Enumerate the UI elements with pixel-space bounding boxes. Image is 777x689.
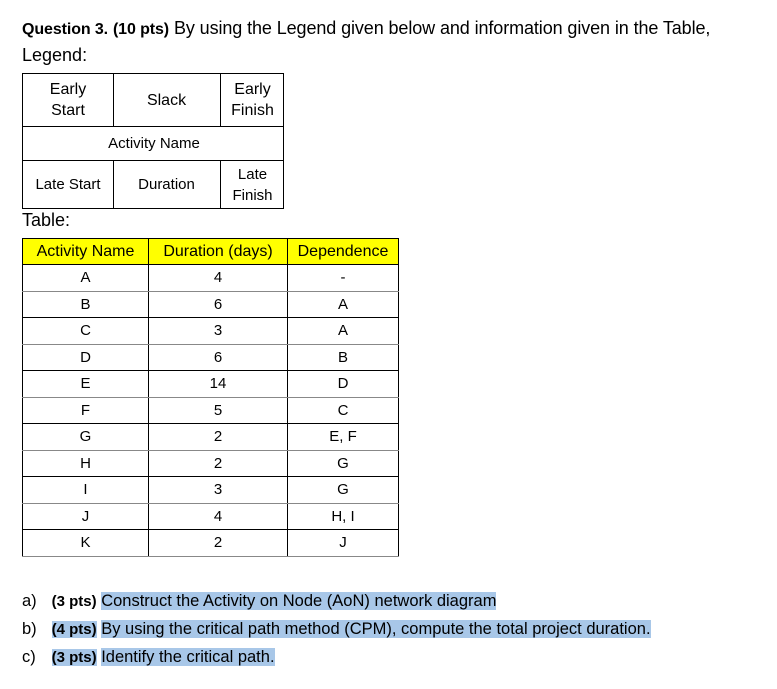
part-c-label: c): [22, 648, 36, 666]
header-activity-name: Activity Name: [23, 239, 149, 265]
question-points: (10 pts): [112, 21, 170, 38]
cell-duration: 4: [149, 503, 288, 530]
part-c-points: (3 pts): [51, 649, 97, 666]
table-row: [23, 477, 399, 504]
part-b-text: By using the critical path method (CPM), compute the total project duration.: [101, 620, 651, 638]
cell-dependence: A: [288, 291, 399, 318]
cell-dependence: -: [288, 265, 399, 292]
cell-dependence: H, I: [288, 503, 399, 530]
cell-duration: 2: [149, 530, 288, 557]
cell-dependence: J: [288, 530, 399, 557]
part-a: [22, 592, 496, 611]
table-row: [23, 291, 399, 318]
legend-duration: Duration: [138, 176, 195, 193]
header-dependence: Dependence: [288, 239, 399, 265]
cell-dependence: C: [288, 397, 399, 424]
legend-slack: Slack: [146, 91, 187, 109]
cell-duration: 3: [149, 318, 288, 345]
question-text: By using the Legend given below and information given in the Table,: [173, 18, 711, 38]
cell-duration: 3: [149, 477, 288, 504]
table-label: Table:: [22, 210, 71, 230]
table-row: [23, 371, 399, 398]
part-b: [22, 620, 651, 639]
table-row: [23, 503, 399, 530]
part-a-text: Construct the Activity on Node (AoN) network diagram: [101, 592, 497, 610]
cell-activity: H: [23, 450, 149, 477]
part-a-label: a): [22, 592, 37, 610]
legend-late-finish: Late Finish: [232, 165, 273, 204]
cell-dependence: A: [288, 318, 399, 345]
part-c: [22, 648, 275, 667]
question-heading: [22, 18, 710, 39]
table-row: [23, 424, 399, 451]
part-b-points: (4 pts): [51, 621, 97, 638]
table-header-row: [23, 239, 399, 265]
part-b-label: b): [22, 620, 37, 638]
table-row: [23, 318, 399, 345]
cell-duration: 6: [149, 344, 288, 371]
cell-activity: E: [23, 371, 149, 398]
activity-table: [22, 238, 399, 557]
legend-late-start: Late Start: [35, 176, 101, 193]
header-duration: Duration (days): [149, 239, 288, 265]
part-a-points: (3 pts): [51, 593, 97, 610]
cell-activity: C: [23, 318, 149, 345]
question-number: Question 3.: [22, 21, 109, 38]
table-row: [23, 450, 399, 477]
cell-activity: F: [23, 397, 149, 424]
cell-dependence: G: [288, 450, 399, 477]
table-row: [23, 344, 399, 371]
cell-activity: K: [23, 530, 149, 557]
cell-dependence: G: [288, 477, 399, 504]
table-row: [23, 397, 399, 424]
cell-duration: 5: [149, 397, 288, 424]
cell-activity: J: [23, 503, 149, 530]
table-row: [23, 530, 399, 557]
cell-dependence: B: [288, 344, 399, 371]
cell-activity: B: [23, 291, 149, 318]
legend-activity-name: Activity Name: [108, 134, 200, 152]
cell-dependence: D: [288, 371, 399, 398]
cell-dependence: E, F: [288, 424, 399, 451]
part-c-text: Identify the critical path.: [101, 648, 275, 666]
cell-duration: 14: [149, 371, 288, 398]
cell-activity: A: [23, 265, 149, 292]
legend-early-finish: Early Finish: [231, 81, 274, 119]
cell-duration: 4: [149, 265, 288, 292]
cell-activity: D: [23, 344, 149, 371]
cell-activity: G: [23, 424, 149, 451]
cell-duration: 2: [149, 450, 288, 477]
cell-activity: I: [23, 477, 149, 504]
cell-duration: 2: [149, 424, 288, 451]
table-row: [23, 265, 399, 292]
legend-label: Legend:: [22, 45, 88, 65]
cell-duration: 6: [149, 291, 288, 318]
legend-box: [22, 73, 284, 209]
legend-early-start: Early Start: [49, 81, 87, 119]
